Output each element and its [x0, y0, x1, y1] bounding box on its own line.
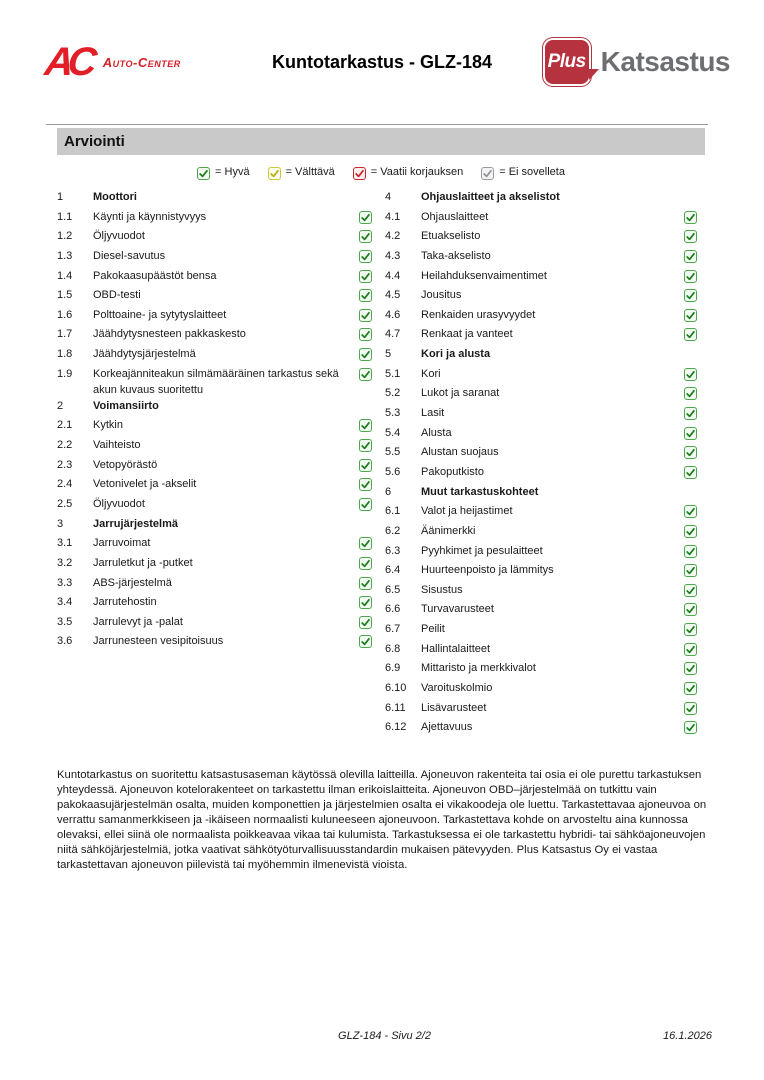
- item-number: 4.3: [385, 249, 401, 262]
- check-icon: [359, 459, 372, 472]
- item-number: 1.4: [57, 269, 73, 282]
- checklist-row: [57, 594, 372, 614]
- checklist-row: [385, 444, 697, 464]
- check-icon: [684, 309, 697, 322]
- item-number: 3.4: [57, 596, 73, 609]
- item-label: Jarruletkut ja -putket: [93, 556, 193, 569]
- check-icon: [684, 623, 697, 636]
- checklist-row: [385, 523, 697, 543]
- checklist-row: [385, 719, 697, 739]
- item-number: 1.9: [57, 367, 73, 380]
- legend-label: = Ei sovelleta: [499, 166, 565, 178]
- checklist-row: [57, 366, 372, 398]
- section-number: 4: [385, 191, 392, 203]
- check-icon: [359, 309, 372, 322]
- page-footer: [57, 1030, 712, 1046]
- check-icon: [359, 250, 372, 263]
- check-icon: [359, 478, 372, 491]
- item-number: 6.7: [385, 623, 401, 636]
- item-label: Vetopyörästö: [93, 458, 158, 471]
- item-label: Etuakselisto: [421, 230, 481, 243]
- check-icon: [684, 505, 697, 518]
- footer-date: 16.1.2026: [663, 1030, 712, 1042]
- checklist-section-header: [57, 516, 372, 536]
- item-label: OBD-testi: [93, 289, 141, 302]
- check-icon: [359, 368, 372, 381]
- check-icon: [353, 167, 366, 180]
- check-icon: [359, 348, 372, 361]
- check-icon: [684, 427, 697, 440]
- section-number: 2: [57, 399, 64, 412]
- checklist-row: [57, 209, 372, 229]
- check-icon: [359, 596, 372, 609]
- checklist-row: [385, 503, 697, 523]
- checklist-section-header: [385, 189, 697, 209]
- section-number: 5: [385, 348, 392, 361]
- item-label: Mittaristo ja merkkivalot: [421, 662, 536, 675]
- check-icon: [684, 564, 697, 577]
- item-number: 6.9: [385, 662, 401, 675]
- check-icon: [359, 557, 372, 570]
- checklist-row: [385, 641, 697, 661]
- item-number: 1.6: [57, 308, 73, 321]
- item-label: Jarruvoimat: [93, 537, 151, 550]
- item-label: Heilahduksenvaimentimet: [421, 269, 547, 282]
- item-number: 6.6: [385, 603, 401, 616]
- checklist-row: [385, 660, 697, 680]
- checklist-row: [57, 575, 372, 595]
- item-number: 3.6: [57, 635, 73, 648]
- item-number: 5.1: [385, 367, 401, 380]
- checklist-row: [385, 366, 697, 386]
- check-icon: [359, 211, 372, 224]
- checklist-row: [385, 464, 697, 484]
- check-icon: [684, 662, 697, 675]
- item-number: 5.3: [385, 407, 401, 420]
- legend-item-repair: [353, 165, 463, 180]
- item-number: 5.2: [385, 387, 401, 400]
- checklist-row: [57, 307, 372, 327]
- check-icon: [359, 616, 372, 629]
- item-label: Pakokaasupäästöt bensa: [93, 269, 217, 282]
- section-header-bar: [57, 128, 705, 155]
- item-number: 6.1: [385, 505, 401, 518]
- checklist-row: [385, 700, 697, 720]
- check-icon: [684, 387, 697, 400]
- item-label: Pyyhkimet ja pesulaitteet: [421, 544, 543, 557]
- item-label: Vaihteisto: [93, 439, 141, 452]
- item-label: Hallintalaitteet: [421, 642, 491, 655]
- footer-page-info: GLZ-184 - Sivu 2/2: [338, 1030, 431, 1042]
- checklist-row: [385, 287, 697, 307]
- item-label: Jarrutehostin: [93, 596, 157, 609]
- item-label: Äänimerkki: [421, 524, 476, 537]
- plus-badge-icon: [543, 38, 591, 86]
- check-icon: [684, 603, 697, 616]
- section-number: 3: [57, 517, 64, 530]
- item-label: Jäähdytysnesteen pakkaskesto: [93, 328, 246, 341]
- item-number: 1.3: [57, 249, 73, 262]
- check-icon: [684, 584, 697, 597]
- horizontal-divider: [46, 124, 708, 125]
- section-title: Arviointi: [64, 133, 125, 150]
- checklist-row: [385, 326, 697, 346]
- checklist-row: [385, 248, 697, 268]
- legend-item-na: [481, 165, 565, 180]
- check-icon: [197, 167, 210, 180]
- checklist-row: [57, 633, 372, 653]
- check-icon: [684, 525, 697, 538]
- check-icon: [359, 577, 372, 590]
- check-icon: [359, 635, 372, 648]
- item-label: Ohjauslaitteet: [421, 210, 489, 223]
- disclaimer-text: Kuntotarkastus on suoritettu katsastusaseman käytössä olevilla laitteilla. Ajoneuvon rakenteita tai osia ei ole purettu tarkastuksen yhteydessä. Ajoneuvon kotelorakenteet on tarkastettu ilman erikoislaitteita. Ajoneuvon OBD–järjestelmää on tutkittu vain pakokaasujärjestelmän osalta, muiden komponettien ja järjestelmien osalta ei vikakoodeja ole luettu. Tarkastettavaa ajoneuvoa on verrattu samanmerkkiseen ja -ikäiseen normaalisti kuluneeseen ajoneuvoon. Tarkastettava kohde on arvosteltu aina kunnossa olevaksi, ellei siinä ole normaalista poikkeavaa vikaa tai kulumista. Tarkastuksessa ei ole tarkastettu hybridi- tai sähköajoneuvojen niitä sähköjärjestelmiä, jotka vaativat sähkötyöturvallisuusstandardin mukaisen pätevyyden. Plus Katsastus Oy ei vastaa tarkastettavan ajoneuvon piilevistä tai myöhemmin ilmenevistä vioista.: [57, 769, 707, 871]
- item-label: Valot ja heijastimet: [421, 505, 513, 518]
- item-number: 1.8: [57, 348, 73, 361]
- legend-item-good: [197, 165, 250, 180]
- checklist-row: [57, 476, 372, 496]
- item-label: Huurteenpoisto ja lämmitys: [421, 564, 554, 577]
- item-number: 5.5: [385, 446, 401, 459]
- item-number: 3.2: [57, 556, 73, 569]
- item-label: ABS-järjestelmä: [93, 576, 172, 589]
- legend-item-fair: [268, 165, 335, 180]
- item-label: Diesel-savutus: [93, 249, 166, 262]
- item-number: 1.1: [57, 210, 73, 223]
- checklist-row: [385, 209, 697, 229]
- item-number: 6.4: [385, 564, 401, 577]
- item-label: Jousitus: [421, 289, 462, 302]
- section-name: Voimansiirto: [93, 399, 159, 412]
- item-number: 2.1: [57, 419, 73, 432]
- check-icon: [684, 328, 697, 341]
- checklist-row: [57, 555, 372, 575]
- page-title: Kuntotarkastus - GLZ-184: [271, 52, 493, 72]
- check-icon: [359, 498, 372, 511]
- check-icon: [684, 250, 697, 263]
- item-number: 5.6: [385, 465, 401, 478]
- checklist-row: [385, 680, 697, 700]
- section-name: Jarrujärjestelmä: [93, 517, 178, 530]
- checklist-row: [57, 326, 372, 346]
- item-number: 6.3: [385, 544, 401, 557]
- check-icon: [684, 721, 697, 734]
- check-icon: [359, 289, 372, 302]
- item-label: Sisustus: [421, 583, 463, 596]
- section-number: 1: [57, 191, 64, 203]
- item-label: Renkaiden urasyvyydet: [421, 308, 536, 321]
- item-label: Turvavarusteet: [421, 603, 494, 616]
- item-number: 6.5: [385, 583, 401, 596]
- check-icon: [268, 167, 281, 180]
- checklist-row: [385, 425, 697, 445]
- legend-label: = Hyvä: [215, 166, 250, 178]
- checklist-row: [385, 601, 697, 621]
- item-number: 2.4: [57, 478, 73, 491]
- rating-legend: [57, 163, 705, 181]
- section-name: Kori ja alusta: [421, 348, 491, 361]
- item-number: 6.12: [385, 721, 407, 734]
- item-number: 5.4: [385, 426, 401, 439]
- item-label: Alusta: [421, 426, 452, 439]
- checklist-row: [385, 307, 697, 327]
- checklist-row: [57, 496, 372, 516]
- plus-katsastus-logo: [543, 38, 730, 86]
- checklist-row: [385, 228, 697, 248]
- item-label: Ajettavuus: [421, 721, 473, 734]
- checklist-row: [57, 457, 372, 477]
- checklist-row: [385, 582, 697, 602]
- checklist-row: [385, 405, 697, 425]
- checklist-row: [57, 535, 372, 555]
- checklist-row: [57, 248, 372, 268]
- item-number: 4.7: [385, 328, 401, 341]
- check-icon: [359, 439, 372, 452]
- speech-tail-icon: [589, 69, 599, 80]
- checklist-row: [57, 228, 372, 248]
- item-number: 4.6: [385, 308, 401, 321]
- item-label: Kori: [421, 367, 441, 380]
- item-label: Kytkin: [93, 419, 123, 432]
- check-icon: [359, 328, 372, 341]
- item-label: Öljyvuodot: [93, 230, 145, 243]
- checklist-row: [385, 385, 697, 405]
- checklist-row: [385, 562, 697, 582]
- checklist-row: [385, 268, 697, 288]
- item-number: 6.2: [385, 524, 401, 537]
- item-number: 6.8: [385, 642, 401, 655]
- item-label: Jarrunesteen vesipitoisuus: [93, 635, 224, 648]
- section-name: Muut tarkastuskohteet: [421, 485, 539, 498]
- item-number: 3.5: [57, 615, 73, 628]
- section-name: Ohjauslaitteet ja akselistot: [421, 191, 560, 203]
- checklist-row: [57, 614, 372, 634]
- checklist-section-header: [385, 346, 697, 366]
- checklist-row: [385, 621, 697, 641]
- item-label: Korkeajänniteakun silmämääräinen tarkastus sekä akun kuvaus suoritettu: [93, 367, 339, 396]
- item-number: 3.1: [57, 537, 73, 550]
- section-number: 6: [385, 485, 392, 498]
- check-icon: [481, 167, 494, 180]
- check-icon: [684, 643, 697, 656]
- item-number: 2.3: [57, 458, 73, 471]
- item-number: 6.10: [385, 682, 407, 695]
- item-number: 4.4: [385, 269, 401, 282]
- check-icon: [359, 230, 372, 243]
- item-label: Lasit: [421, 407, 445, 420]
- checklist-column-left: [57, 189, 372, 653]
- item-number: 4.5: [385, 289, 401, 302]
- item-number: 1.2: [57, 230, 73, 243]
- item-label: Käynti ja käynnistyvyys: [93, 210, 207, 223]
- check-icon: [684, 466, 697, 479]
- plus-badge-label: Plus: [547, 51, 586, 72]
- item-label: Renkaat ja vanteet: [421, 328, 513, 341]
- item-label: Peilit: [421, 623, 445, 636]
- check-icon: [684, 682, 697, 695]
- item-label: Pakoputkisto: [421, 465, 484, 478]
- item-number: 6.11: [385, 701, 406, 714]
- checklist-row: [57, 417, 372, 437]
- item-number: 2.5: [57, 497, 73, 510]
- check-icon: [684, 545, 697, 558]
- item-label: Lukot ja saranat: [421, 387, 500, 400]
- item-label: Alustan suojaus: [421, 446, 499, 459]
- item-number: 4.1: [385, 210, 401, 223]
- check-icon: [684, 270, 697, 283]
- check-icon: [359, 537, 372, 550]
- checklist-row: [57, 437, 372, 457]
- item-number: 1.5: [57, 289, 73, 302]
- item-label: Öljyvuodot: [93, 497, 145, 510]
- check-icon: [684, 289, 697, 302]
- checklist-row: [57, 268, 372, 288]
- checklist-section-header: [57, 398, 372, 418]
- check-icon: [359, 270, 372, 283]
- checklist-section-header: [57, 189, 372, 209]
- item-number: 1.7: [57, 328, 73, 341]
- item-label: Jäähdytysjärjestelmä: [93, 348, 196, 361]
- checklist-row: [57, 346, 372, 366]
- check-icon: [684, 230, 697, 243]
- checklist-section-header: [385, 484, 697, 504]
- check-icon: [684, 407, 697, 420]
- checklist-column-right: [385, 189, 697, 739]
- auto-center-logo-label: Auto-Center: [102, 54, 181, 70]
- check-icon: [684, 211, 697, 224]
- item-label: Lisävarusteet: [421, 701, 487, 714]
- item-label: Vetonivelet ja -akselit: [93, 478, 197, 491]
- check-icon: [684, 702, 697, 715]
- legend-label: = Välttävä: [285, 166, 335, 178]
- check-icon: [684, 446, 697, 459]
- check-icon: [359, 419, 372, 432]
- checklist-row: [57, 287, 372, 307]
- plus-logo-label: Katsastus: [600, 46, 730, 77]
- section-name: Moottori: [93, 191, 137, 203]
- legend-label: = Vaatii korjauksen: [370, 166, 464, 178]
- item-number: 2.2: [57, 439, 73, 452]
- checklist-row: [385, 543, 697, 563]
- item-label: Polttoaine- ja sytytyslaitteet: [93, 308, 227, 321]
- check-icon: [684, 368, 697, 381]
- item-label: Taka-akselisto: [421, 249, 491, 262]
- item-label: Varoituskolmio: [421, 682, 493, 695]
- auto-center-monogram-icon: AC: [42, 40, 94, 84]
- item-number: 3.3: [57, 576, 73, 589]
- item-number: 4.2: [385, 230, 401, 243]
- item-label: Jarrulevyt ja -palat: [93, 615, 183, 628]
